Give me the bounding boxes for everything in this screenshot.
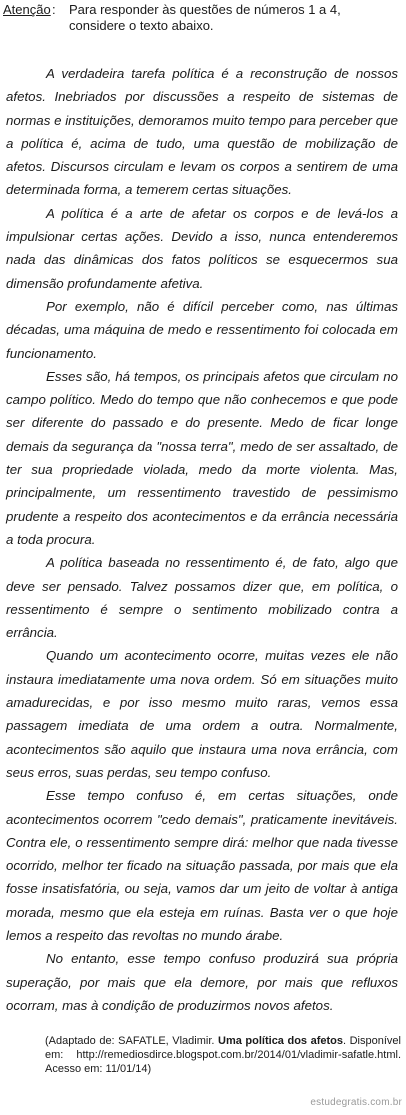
paragraph-4: Esses são, há tempos, os principais afetos que circulam no campo político. Medo do tempo que não conhecemos e que pode ser diferente do passado e do presente. Medo de ficar longe demais da segurança da "nossa terra", medo de ser assaltado, de ter sua propriedade violada, medo da morte violenta. Mas, principalmente, um ressentimento travestido de pessimismo prudente a respeito dos acontecimentos e da errância necessária a toda procura. xyxy=(6,368,398,547)
paragraph-1: A verdadeira tarefa política é a reconstrução de nossos afetos. Inebriados por discussões a respeito de sistemas de normas e instituições, demoramos muito tempo para perceber que a política é, acima de tudo, uma questão de mobilização de afetos. Discursos circulam e levam os corpos a sentirem de uma determinada forma, a temerem certas situações. xyxy=(6,66,398,198)
attention-colon: : xyxy=(52,2,56,17)
source-citation xyxy=(45,1034,401,1076)
citation-prefix: (Adaptado de: SAFATLE, Vladimir. xyxy=(45,1035,219,1047)
paragraph-8: No entanto, esse tempo confuso produzirá sua própria superação, por mais que ela demore, por mais que refluxos ocorram, mas à condição de produzirmos novos afetos. xyxy=(6,951,398,1013)
citation-title: Uma política dos afetos xyxy=(218,1035,343,1047)
paragraph-7: Esse tempo confuso é, em certas situações, onde acontecimentos ocorrem "cedo demais", praticamente inevitáveis. Contra ele, o ressentimento sempre dirá: melhor que nada tivesse ocorrido, melhor ter ficado na situação passada, por mais que ela fosse insatisfatória, ou seja, vamos dar um jeito de voltar à antiga morada, mesmo que ela esteja em ruínas. Basta ver o que hoje lemos a respeito das revoltas no mundo árabe. xyxy=(6,788,398,943)
paragraph-2: A política é a arte de afetar os corpos e de levá-los a impulsionar certas ações. Devido a isso, nunca entenderemos nada das dinâmicas dos fatos políticos se esquecermos sua dimensão profundamente afetiva. xyxy=(6,205,398,291)
text-body xyxy=(6,62,398,1017)
citation-suffix: . Disponível em: http://remediosdirce.blogspot.com.br/2014/01/vladimir-safatle.html. Acesso em: 11/01/14) xyxy=(45,1035,401,1075)
site-watermark: estudegratis.com.br xyxy=(310,1097,402,1108)
paragraph-6: Quando um acontecimento ocorre, muitas vezes ele não instaura imediatamente uma nova ordem. Só em situações muito amadurecidas, e por isso mesmo muito raras, vemos essa passagem imediata de uma ordem a outra. Normalmente, acontecimentos são aquilo que instaura uma nova errância, com seus erros, suas perdas, seu tempo confuso. xyxy=(6,648,398,780)
paragraph-3: Por exemplo, não é difícil perceber como, nas últimas décadas, uma máquina de medo e ressentimento foi colocada em funcionamento. xyxy=(6,298,398,361)
paragraph-5: A política baseada no ressentimento é, de fato, algo que deve ser pensado. Talvez possamos dizer que, em política, o ressentimento é sempre o sentimento mobilizado contra a errância. xyxy=(6,555,398,641)
attention-label: Atenção xyxy=(3,2,51,17)
instruction-text: Para responder às questões de números 1 a 4, considere o texto abaixo. xyxy=(69,2,341,33)
